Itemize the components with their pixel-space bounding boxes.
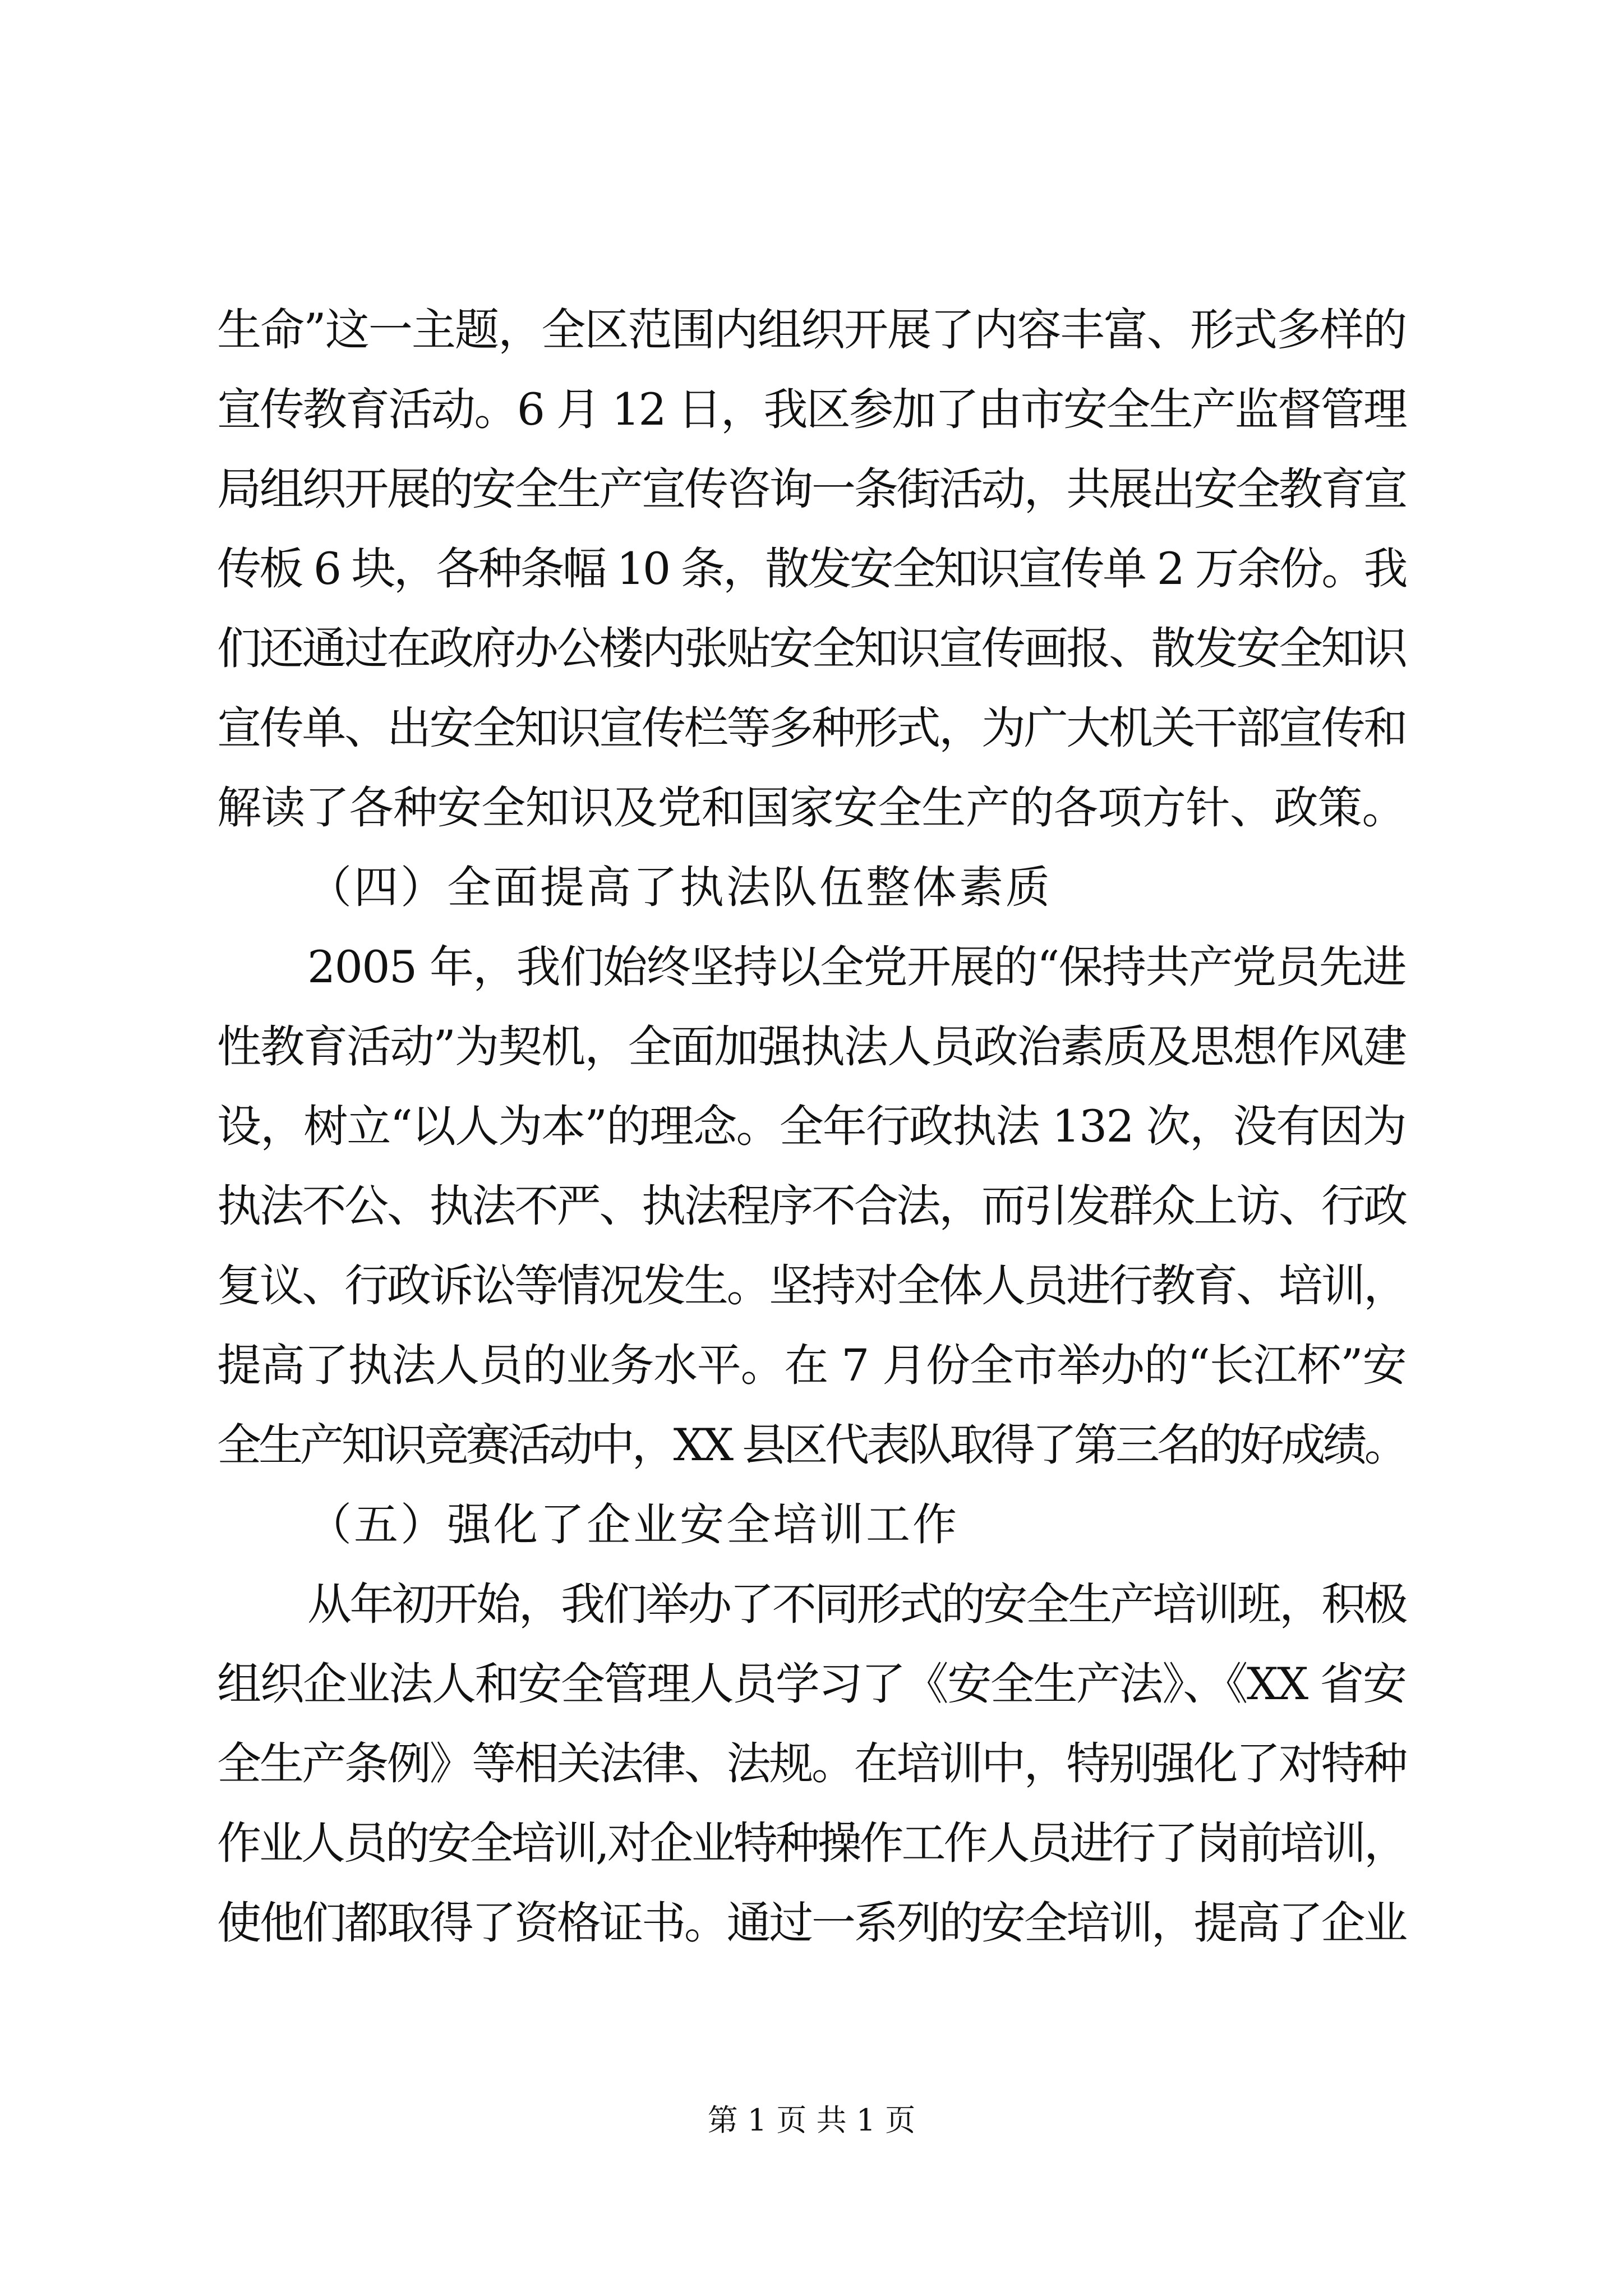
section-heading: （四）全面提高了执法队伍整体素质 (307, 862, 1052, 913)
paragraph-line: 全生产知识竞赛活动中，XX 县区代表队取得了第三名的好成绩。 (217, 1419, 1406, 1471)
paragraph-line: 使他们都取得了资格证书。通过一系列的安全培训，提高了企业 (217, 1897, 1407, 1949)
paragraph-line: 2005 年，我们始终坚持以全党开展的“保持共产党员先进 (307, 941, 1406, 993)
paragraph-line: 传板 6 块，各种条幅 10 条，散发安全知识宣传单 2 万余份。我 (217, 543, 1406, 595)
paragraph-line: 宣传教育活动。6 月 12 日，我区参加了由市安全生产监督管理 (217, 384, 1407, 435)
paragraph-line: 从年初开始，我们举办了不同形式的安全生产培训班，积极 (307, 1579, 1407, 1630)
paragraph-line: 性教育活动”为契机，全面加强执法人员政治素质及思想作风建 (217, 1021, 1407, 1073)
paragraph-line: 局组织开展的安全生产宣传咨询一条街活动，共展出安全教育宣 (217, 463, 1407, 515)
paragraph-line: 组织企业法人和安全管理人员学习了《安全生产法》、《XX 省安 (217, 1658, 1406, 1710)
paragraph-line: 解读了各种安全知识及党和国家安全生产的各项方针、政策。 (217, 782, 1407, 834)
paragraph-line: 设，树立“以人为本”的理念。全年行政执法 132 次，没有因为 (217, 1101, 1406, 1152)
paragraph-line: 宣传单、出安全知识宣传栏等多种形式，为广大机关干部宣传和 (217, 702, 1407, 754)
paragraph-line: 复议、行政诉讼等情况发生。坚持对全体人员进行教育、培训， (217, 1260, 1407, 1312)
paragraph-line: 生命”这一主题，全区范围内组织开展了内容丰富、形式多样的 (217, 304, 1407, 356)
section-heading: （五）强化了企业安全培训工作 (307, 1499, 959, 1550)
paragraph-line: 作业人员的安全培训,对企业特种操作工作人员进行了岗前培训， (217, 1818, 1407, 1869)
paragraph-line: 们还通过在政府办公楼内张贴安全知识宣传画报、散发安全知识 (217, 623, 1407, 674)
paragraph-line: 提高了执法人员的业务水平。在 7 月份全市举办的“长江杯”安 (217, 1340, 1407, 1391)
page-footer: 第 1 页 共 1 页 (707, 2102, 916, 2138)
paragraph-line: 全生产条例》等相关法律、法规。在培训中，特别强化了对特种 (217, 1738, 1407, 1789)
paragraph-line: 执法不公、执法不严、执法程序不合法，而引发群众上访、行政 (217, 1180, 1407, 1232)
